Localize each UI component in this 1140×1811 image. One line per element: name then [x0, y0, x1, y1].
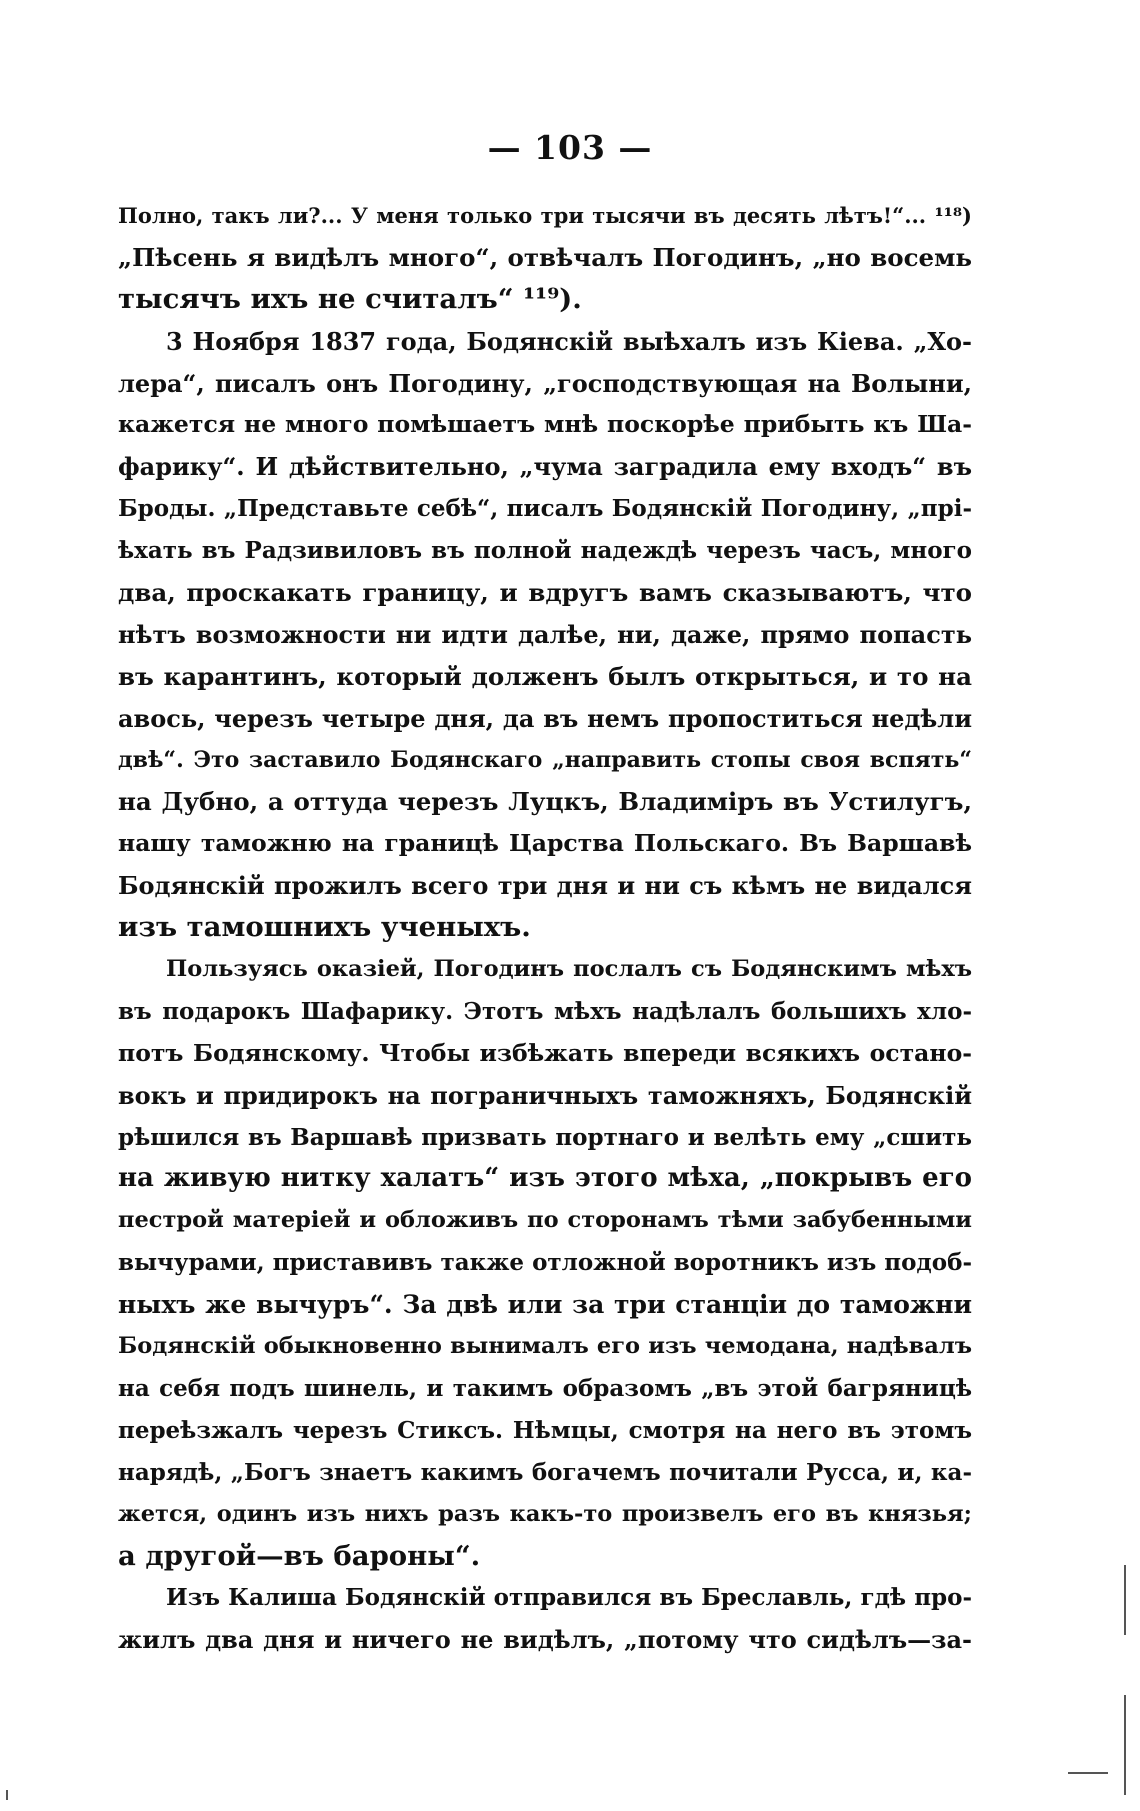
text-line: нарядѣ, „Богъ знаетъ какимъ богачемъ почитали Русса, и, ка- — [118, 1458, 972, 1486]
text-line: нѣтъ возможности ни идти далѣе, ни, даже, прямо попасть — [118, 619, 972, 649]
text-line: потъ Бодянскому. Чтобы избѣжать впереди всякихъ остано- — [118, 1038, 972, 1067]
text-line: а другой—въ бароны“. — [118, 1539, 481, 1572]
text-line: изъ тамошнихъ ученыхъ. — [118, 911, 531, 944]
text-line: рѣшился въ Варшавѣ призвать портнаго и велѣть ему „сшить — [118, 1123, 972, 1151]
text-line: на Дубно, а оттуда черезъ Луцкъ, Владиміръ въ Устилугъ, — [118, 787, 972, 817]
text-line: на живую нитку халатъ“ изъ этого мѣха, „покрывъ его — [118, 1163, 972, 1194]
text-line: нашу таможню на границѣ Царства Польскаго. Въ Варшавѣ — [118, 829, 972, 858]
text-line: двѣ“. Это заставило Бодянскаго „направить стопы своя вспять“ — [118, 746, 972, 773]
text-line: въ карантинъ, который долженъ былъ открыться, и то на — [118, 661, 972, 691]
text-line: „Пѣсень я видѣлъ много“, отвѣчалъ Погодинъ, „но восемь — [118, 242, 972, 272]
text-line: пестрой матеріей и обложивъ по сторонамъ тѣми забубенными — [118, 1207, 972, 1234]
text-line: лера“, писалъ онъ Погодину, „господствующая на Волыни, — [118, 368, 972, 398]
body-text — [118, 195, 972, 1661]
text-line: вокъ и придирокъ на пограничныхъ таможняхъ, Бодянскій — [118, 1080, 972, 1110]
text-line: переѣзжалъ черезъ Стиксъ. Нѣмцы, смотря на него въ этомъ — [118, 1416, 972, 1444]
text-line: Пользуясь оказіей, Погодинъ послалъ съ Бодянскимъ мѣхъ — [166, 956, 972, 983]
text-line: на себя подъ шинель, и такимъ образомъ „въ этой багряницѣ — [118, 1374, 972, 1402]
text-line: 3 Ноября 1837 года, Бодянскій выѣхалъ изъ Кіева. „Хо- — [166, 326, 972, 356]
scan-artifact — [1068, 1772, 1108, 1774]
text-line: авось, черезъ четыре дня, да въ немъ пропоститься недѣли — [118, 703, 972, 733]
text-line: Бодянскій прожилъ всего три дня и ни съ кѣмъ не видался — [118, 871, 972, 901]
scan-artifact — [1124, 1565, 1126, 1635]
text-line: кажется не много помѣшаетъ мнѣ поскорѣе прибыть къ Ша- — [118, 410, 972, 439]
text-line: два, проскакать границу, и вдругъ вамъ сказываютъ, что — [118, 578, 972, 608]
text-line: ѣхать въ Радзивиловъ въ полной надеждѣ черезъ часъ, много — [118, 537, 972, 565]
text-line: въ подарокъ Шафарику. Этотъ мѣхъ надѣлалъ большихъ хло- — [118, 997, 972, 1025]
text-line: жется, одинъ изъ нихъ разъ какъ-то произвелъ его въ князья; — [118, 1500, 972, 1527]
text-line: вычурами, приставивъ также отложной воротникъ изъ подоб- — [118, 1249, 972, 1277]
text-line: жилъ два дня и ничего не видѣлъ, „потому что сидѣлъ—за- — [118, 1625, 972, 1655]
text-line: ныхъ же вычуръ“. За двѣ или за три станціи до таможни — [118, 1290, 972, 1320]
scan-artifact — [6, 1790, 8, 1800]
text-line: Полно, такъ ли?... У меня только три тысячи въ десять лѣтъ!“... ¹¹⁸) — [118, 203, 972, 228]
text-line: тысячъ ихъ не считалъ“ ¹¹⁹). — [118, 282, 582, 315]
page-number: — 103 — — [487, 128, 653, 167]
text-line: фарику“. И дѣйствительно, „чума заградила ему входъ“ въ — [118, 452, 972, 482]
text-line: Броды. „Представьте себѣ“, писалъ Бодянскій Погодину, „прі- — [118, 495, 972, 523]
text-line: Бодянскій обыкновенно вынималъ его изъ чемодана, надѣвалъ — [118, 1333, 972, 1360]
text-line: Изъ Калиша Бодянскій отправился въ Бреславль, гдѣ про- — [166, 1584, 972, 1612]
scan-artifact — [1124, 1695, 1126, 1795]
